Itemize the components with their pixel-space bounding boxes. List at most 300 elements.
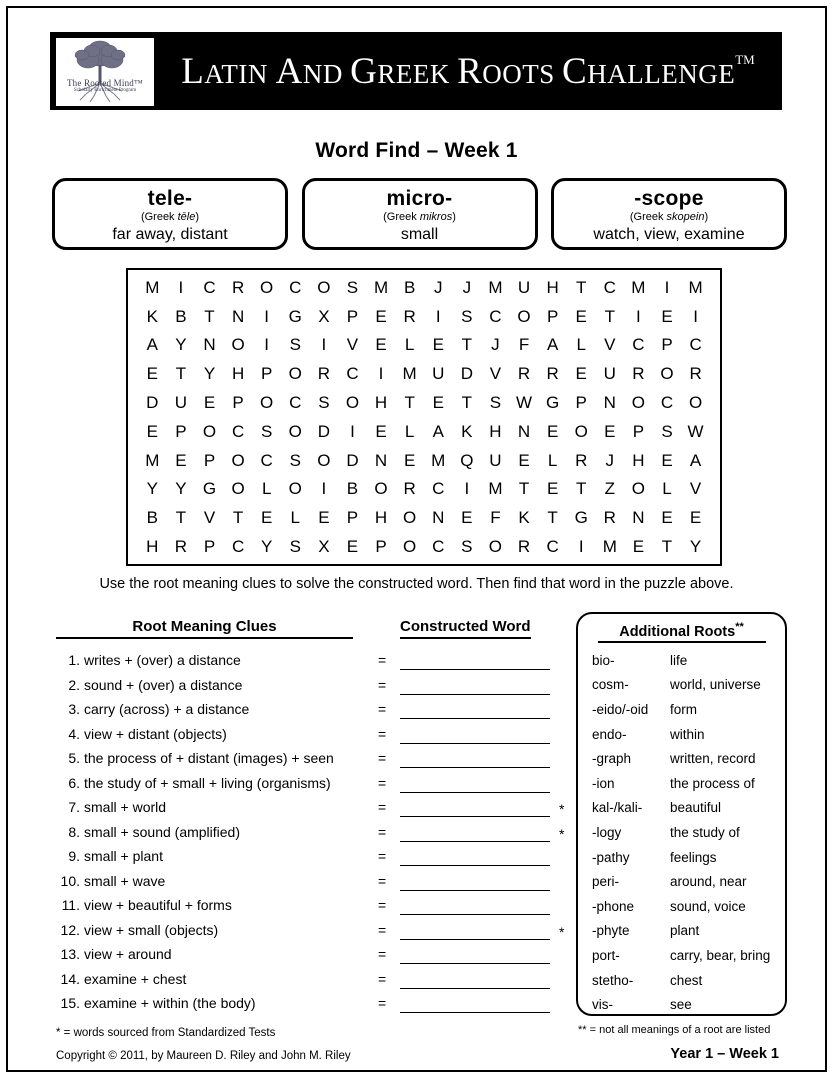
grid-letter[interactable]: I xyxy=(578,537,584,557)
grid-letter[interactable]: C xyxy=(231,421,245,441)
grid-letter[interactable]: T xyxy=(604,306,615,326)
grid-letter[interactable]: A xyxy=(146,335,158,355)
grid-letter[interactable]: U xyxy=(489,450,502,470)
additional-root-key: port- xyxy=(592,947,620,963)
grid-letter[interactable]: G xyxy=(202,479,217,499)
grid-letter[interactable]: E xyxy=(175,450,187,470)
grid-letter[interactable]: E xyxy=(432,393,444,413)
year-week-label: Year 1 – Week 1 xyxy=(670,1046,779,1062)
grid-letter[interactable]: S xyxy=(346,277,359,297)
title-segment: ND xyxy=(302,58,351,89)
grid-letter[interactable]: R xyxy=(403,479,416,499)
grid-letter[interactable]: Q xyxy=(460,450,474,470)
answer-blank[interactable] xyxy=(400,865,550,866)
grid-letter[interactable]: R xyxy=(403,306,416,326)
grid-letter[interactable]: I xyxy=(636,306,641,326)
grid-letter[interactable]: I xyxy=(435,306,441,326)
grid-letter[interactable]: V xyxy=(489,364,502,384)
grid-letter[interactable]: O xyxy=(517,306,531,326)
grid-letter[interactable]: V xyxy=(203,508,216,528)
clue-text: examine + chest xyxy=(84,970,187,987)
grid-letter[interactable]: C xyxy=(432,479,445,499)
clue-text: small + wave xyxy=(84,872,166,889)
grid-letter[interactable]: M xyxy=(402,364,417,384)
grid-letter[interactable]: P xyxy=(175,421,187,441)
grid-letter[interactable]: T xyxy=(204,306,215,326)
clue-text: examine + within (the body) xyxy=(84,995,256,1011)
logo-tagline: Scholarly Enrichment Program xyxy=(73,88,137,93)
clue-row xyxy=(56,995,568,1020)
grid-letter[interactable]: H xyxy=(231,364,245,384)
grid-letter[interactable]: H xyxy=(489,421,502,441)
grid-letter[interactable]: T xyxy=(547,508,558,528)
grid-letter[interactable]: I xyxy=(264,335,270,355)
additional-root-key: -eido/-oid xyxy=(592,702,649,718)
double-asterisk-marker: ** xyxy=(735,621,744,633)
logo-name: The Rooted Mind™ xyxy=(66,78,143,88)
grid-letter[interactable]: F xyxy=(490,508,501,528)
answer-blank[interactable] xyxy=(400,718,550,719)
clue-text: view + distant (objects) xyxy=(84,725,227,742)
grid-letter[interactable]: L xyxy=(404,421,415,441)
grid-letter[interactable]: I xyxy=(321,335,327,355)
grid-letter[interactable]: N xyxy=(603,393,616,413)
grid-letter[interactable]: O xyxy=(374,479,388,499)
grid-letter[interactable]: I xyxy=(264,306,270,326)
clue-number: 3. xyxy=(68,701,80,717)
grid-letter[interactable]: K xyxy=(518,508,530,528)
grid-letter[interactable]: O xyxy=(488,537,503,557)
grid-letter[interactable]: P xyxy=(546,306,559,326)
grid-letter[interactable]: M xyxy=(631,277,646,297)
additional-root-key: endo- xyxy=(592,726,627,742)
clue-row xyxy=(56,873,568,898)
additional-root-key: -phone xyxy=(592,898,635,914)
grid-letter[interactable]: A xyxy=(546,335,559,355)
grid-letter[interactable]: R xyxy=(517,537,531,557)
additional-root-row xyxy=(592,702,771,727)
origin-word: tēle xyxy=(177,211,196,224)
grid-letter[interactable]: V xyxy=(689,479,702,499)
clue-row xyxy=(56,799,568,824)
grid-letter[interactable]: S xyxy=(489,393,502,413)
clue-number: 14. xyxy=(60,970,80,987)
grid-letter[interactable]: P xyxy=(346,508,359,528)
grid-letter[interactable]: O xyxy=(631,479,645,499)
grid-letter[interactable]: G xyxy=(545,393,560,413)
root-box-origin xyxy=(554,210,784,225)
grid-letter[interactable]: W xyxy=(687,421,704,441)
additional-root-row xyxy=(592,825,771,850)
grid-letter[interactable]: E xyxy=(375,335,387,355)
origin-suffix: ) xyxy=(195,211,200,224)
additional-root-meaning: world, universe xyxy=(670,677,761,693)
additional-root-row xyxy=(592,800,771,825)
grid-letter[interactable]: A xyxy=(432,421,444,441)
grid-letter[interactable]: M xyxy=(145,277,160,297)
answer-blank[interactable] xyxy=(400,988,550,989)
grid-letter[interactable]: E xyxy=(546,479,559,499)
grid-letter[interactable]: T xyxy=(404,393,415,413)
grid-letter[interactable]: C xyxy=(489,306,502,326)
grid-letter[interactable]: H xyxy=(146,537,159,557)
root-box-meaning: small xyxy=(400,225,439,243)
additional-roots-title xyxy=(598,621,766,643)
grid-letter[interactable]: L xyxy=(576,335,586,355)
grid-letter[interactable]: C xyxy=(689,335,702,355)
grid-letter[interactable]: Y xyxy=(175,479,187,499)
answer-blank[interactable] xyxy=(400,669,550,670)
grid-letter[interactable]: T xyxy=(661,537,673,557)
grid-letter[interactable]: R xyxy=(546,364,559,384)
additional-root-meaning: chest xyxy=(670,972,703,988)
additional-root-meaning: form xyxy=(670,702,697,718)
grid-letter[interactable]: C xyxy=(203,277,216,297)
grid-letter[interactable]: E xyxy=(661,508,673,528)
heading-root-meaning-clues: Root Meaning Clues xyxy=(56,618,353,639)
grid-letter[interactable]: O xyxy=(288,364,302,384)
clue-number: 4. xyxy=(68,725,80,742)
root-box-3 xyxy=(551,178,787,250)
grid-letter[interactable]: O xyxy=(260,277,274,297)
origin-prefix: (Greek xyxy=(140,211,178,224)
grid-letter[interactable]: I xyxy=(378,364,384,384)
grid-letter[interactable]: I xyxy=(693,306,698,326)
additional-root-key: -graph xyxy=(592,751,632,767)
grid-letter[interactable]: C xyxy=(603,277,616,297)
grid-letter[interactable]: C xyxy=(546,537,559,557)
grid-letter[interactable]: J xyxy=(462,277,472,297)
grid-letter[interactable]: C xyxy=(289,277,302,297)
grid-letter[interactable]: P xyxy=(661,335,673,355)
grid-letter[interactable]: P xyxy=(632,421,645,441)
grid-letter[interactable]: H xyxy=(374,508,388,528)
answer-blank[interactable] xyxy=(400,890,550,891)
clue-row xyxy=(56,971,568,996)
root-box-root: micro- xyxy=(386,187,453,210)
grid-letter[interactable]: C xyxy=(231,537,245,557)
root-box-origin xyxy=(305,210,535,225)
grid-letter[interactable]: R xyxy=(689,364,702,384)
grid-letter[interactable]: R xyxy=(517,364,531,384)
grid-letter[interactable]: I xyxy=(664,277,670,297)
grid-letter[interactable]: K xyxy=(461,421,473,441)
grid-letter[interactable]: N xyxy=(231,306,245,326)
grid-letter[interactable]: Y xyxy=(203,364,216,384)
grid-letter[interactable]: B xyxy=(403,277,416,297)
grid-letter[interactable]: R xyxy=(231,277,245,297)
additional-roots-title-text: Additional Roots xyxy=(619,623,736,640)
grid-letter[interactable]: D xyxy=(460,364,473,384)
equals-sign: = xyxy=(378,701,387,717)
additional-root-row xyxy=(592,874,771,899)
grid-letter[interactable]: B xyxy=(175,306,187,326)
additional-root-row xyxy=(592,727,771,752)
grid-letter[interactable]: N xyxy=(432,508,445,528)
grid-letter[interactable]: P xyxy=(203,537,216,557)
grid-letter[interactable]: J xyxy=(491,335,500,355)
grid-letter[interactable]: T xyxy=(518,479,530,499)
clue-row xyxy=(56,701,568,726)
grid-letter[interactable]: O xyxy=(317,450,331,470)
clue-text: view + beautiful + forms xyxy=(84,897,232,913)
grid-row xyxy=(138,394,710,411)
grid-letter[interactable]: X xyxy=(318,306,330,326)
grid-letter[interactable]: S xyxy=(289,335,301,355)
title-segment: HALLENGE xyxy=(587,58,736,89)
grid-letter[interactable]: J xyxy=(605,450,615,470)
answer-blank[interactable] xyxy=(400,914,550,915)
grid-letter[interactable]: E xyxy=(575,306,587,326)
grid-letter[interactable]: S xyxy=(461,537,473,557)
grid-letter[interactable]: P xyxy=(203,450,216,470)
answer-blank[interactable] xyxy=(400,963,550,964)
grid-letter[interactable]: O xyxy=(403,537,417,557)
grid-letter[interactable]: Z xyxy=(604,479,615,499)
page-title-text xyxy=(181,50,735,93)
grid-letter[interactable]: P xyxy=(232,393,244,413)
origin-suffix: ) xyxy=(452,211,456,224)
grid-letter[interactable]: O xyxy=(574,421,588,441)
clue-number: 7. xyxy=(68,799,80,815)
grid-letter[interactable]: L xyxy=(404,335,415,355)
grid-letter[interactable]: E xyxy=(661,450,673,470)
grid-letter[interactable]: S xyxy=(661,421,673,441)
grid-letter[interactable]: L xyxy=(662,479,672,499)
grid-letter[interactable]: F xyxy=(518,335,530,355)
grid-letter[interactable]: C xyxy=(660,393,674,413)
grid-letter[interactable]: O xyxy=(631,393,645,413)
grid-letter[interactable]: S xyxy=(289,450,301,470)
grid-letter[interactable]: S xyxy=(261,421,273,441)
grid-letter[interactable]: M xyxy=(373,277,389,297)
grid-letter[interactable]: O xyxy=(288,421,302,441)
grid-letter[interactable]: E xyxy=(375,306,387,326)
grid-letter[interactable]: E xyxy=(146,364,158,384)
grid-letter[interactable]: E xyxy=(632,537,645,557)
clue-row xyxy=(56,848,568,873)
grid-letter[interactable]: C xyxy=(289,393,302,413)
grid-letter[interactable]: M xyxy=(488,277,503,297)
grid-letter[interactable]: M xyxy=(145,450,160,470)
answer-blank[interactable] xyxy=(400,1012,550,1013)
grid-letter[interactable]: M xyxy=(602,537,617,557)
grid-letter[interactable]: X xyxy=(318,537,330,557)
grid-letter[interactable]: I xyxy=(350,421,355,441)
grid-letter[interactable]: Y xyxy=(146,479,158,499)
grid-letter[interactable]: E xyxy=(432,335,444,355)
clue-row xyxy=(56,946,568,971)
grid-letter[interactable]: L xyxy=(290,508,300,528)
grid-letter[interactable]: D xyxy=(317,421,330,441)
grid-letter[interactable]: O xyxy=(231,450,245,470)
grid-letter[interactable]: T xyxy=(576,277,587,297)
additional-root-row xyxy=(592,850,771,875)
grid-letter[interactable]: L xyxy=(261,479,272,499)
grid-letter[interactable]: Y xyxy=(261,537,273,557)
grid-letter[interactable]: O xyxy=(403,508,417,528)
grid-letter[interactable]: R xyxy=(632,364,645,384)
grid-letter[interactable]: R xyxy=(317,364,330,384)
grid-letter[interactable]: U xyxy=(432,364,445,384)
grid-letter[interactable]: N xyxy=(374,450,388,470)
grid-letter[interactable]: W xyxy=(515,393,533,413)
clue-asterisk: * xyxy=(559,923,565,940)
grid-letter[interactable]: E xyxy=(461,508,473,528)
grid-letter[interactable]: Y xyxy=(689,537,702,557)
additional-roots-panel xyxy=(576,612,787,1016)
grid-letter[interactable]: T xyxy=(175,364,187,384)
grid-letter[interactable]: T xyxy=(175,508,187,528)
answer-blank[interactable] xyxy=(400,743,550,744)
grid-letter[interactable]: L xyxy=(547,450,558,470)
grid-letter[interactable]: O xyxy=(288,479,302,499)
grid-letter[interactable]: I xyxy=(464,479,470,499)
grid-letter[interactable]: R xyxy=(575,450,588,470)
grid-letter[interactable]: B xyxy=(346,479,359,499)
grid-letter[interactable]: G xyxy=(288,306,302,326)
clue-text: carry (across) + a distance xyxy=(84,701,250,717)
grid-letter[interactable]: R xyxy=(174,537,188,557)
grid-letter[interactable]: A xyxy=(689,450,702,470)
grid-letter[interactable]: C xyxy=(432,537,445,557)
grid-letter[interactable]: H xyxy=(374,393,388,413)
grid-letter[interactable]: E xyxy=(661,306,673,326)
grid-letter[interactable]: R xyxy=(603,508,616,528)
grid-letter[interactable]: O xyxy=(202,421,217,441)
title-segment: R xyxy=(457,50,483,92)
answer-blank[interactable] xyxy=(400,816,550,817)
grid-letter[interactable]: O xyxy=(231,479,245,499)
grid-letter[interactable]: E xyxy=(689,508,702,528)
heading-constructed-word: Constructed Word xyxy=(400,618,531,639)
origin-word: mikros xyxy=(419,211,453,224)
grid-letter[interactable]: O xyxy=(260,393,274,413)
grid-letter[interactable]: O xyxy=(317,277,331,297)
grid-letter[interactable]: I xyxy=(178,277,184,297)
grid-letter[interactable]: H xyxy=(632,450,645,470)
grid-row xyxy=(138,538,710,555)
grid-letter[interactable]: S xyxy=(461,306,473,326)
grid-letter[interactable]: E xyxy=(346,537,359,557)
grid-letter[interactable]: V xyxy=(346,335,359,355)
page-title xyxy=(161,33,775,109)
grid-letter[interactable]: M xyxy=(431,450,446,470)
grid-letter[interactable]: O xyxy=(345,393,360,413)
grid-letter[interactable]: K xyxy=(146,306,158,326)
grid-letter[interactable]: O xyxy=(688,393,703,413)
additional-root-meaning: beautiful xyxy=(670,800,722,816)
root-box-origin xyxy=(55,210,285,225)
answer-blank[interactable] xyxy=(400,694,550,695)
grid-letter[interactable]: M xyxy=(488,479,503,499)
answer-blank[interactable] xyxy=(400,792,550,793)
grid-letter[interactable]: N xyxy=(517,421,531,441)
grid-letter[interactable]: E xyxy=(575,364,587,384)
grid-letter[interactable]: E xyxy=(518,450,530,470)
additional-root-key: kal-/kali- xyxy=(592,800,643,816)
equals-sign: = xyxy=(378,750,387,766)
grid-letter[interactable]: E xyxy=(203,393,216,413)
answer-blank[interactable] xyxy=(400,939,550,940)
grid-row xyxy=(138,365,710,382)
equals-sign: = xyxy=(378,946,387,962)
grid-letter[interactable]: E xyxy=(318,508,330,528)
clue-number: 11. xyxy=(61,897,80,913)
grid-letter[interactable]: P xyxy=(575,393,587,413)
grid-letter[interactable]: T xyxy=(461,335,473,355)
clue-text: view + small (objects) xyxy=(84,921,219,938)
title-segment: L xyxy=(181,50,205,92)
grid-letter[interactable]: E xyxy=(146,421,158,441)
grid-letter[interactable]: Y xyxy=(175,335,187,355)
equals-sign: = xyxy=(378,921,387,938)
grid-letter[interactable]: E xyxy=(604,421,616,441)
word-search-grid[interactable] xyxy=(126,268,722,566)
additional-root-meaning: feelings xyxy=(670,849,717,865)
grid-letter[interactable]: E xyxy=(261,508,273,528)
grid-letter[interactable]: G xyxy=(574,508,588,528)
grid-letter[interactable]: U xyxy=(517,277,531,297)
additional-root-row xyxy=(592,973,771,998)
grid-letter[interactable]: H xyxy=(546,277,559,297)
grid-letter[interactable]: O xyxy=(231,335,245,355)
grid-letter[interactable]: D xyxy=(146,393,159,413)
grid-row xyxy=(138,308,710,325)
equals-sign: = xyxy=(378,872,387,889)
grid-letter[interactable]: V xyxy=(604,335,616,355)
grid-letter[interactable]: J xyxy=(433,277,443,297)
grid-letter[interactable]: C xyxy=(260,450,273,470)
clue-row xyxy=(56,824,568,849)
equals-sign: = xyxy=(378,799,387,815)
grid-letter[interactable]: C xyxy=(632,335,645,355)
grid-letter[interactable]: S xyxy=(318,393,330,413)
grid-letter[interactable]: E xyxy=(546,421,559,441)
grid-letter[interactable]: E xyxy=(403,450,416,470)
grid-letter[interactable]: B xyxy=(146,508,158,528)
answer-blank[interactable] xyxy=(400,841,550,842)
grid-letter[interactable]: U xyxy=(174,393,188,413)
grid-letter[interactable]: T xyxy=(232,508,244,528)
grid-letter[interactable]: P xyxy=(261,364,273,384)
grid-letter[interactable]: M xyxy=(688,277,703,297)
grid-letter[interactable]: N xyxy=(632,508,645,528)
grid-letter[interactable]: O xyxy=(660,364,674,384)
grid-letter[interactable]: T xyxy=(461,393,473,413)
root-box-root: -scope xyxy=(634,187,704,210)
grid-letter[interactable]: D xyxy=(346,450,359,470)
grid-letter[interactable]: P xyxy=(375,537,387,557)
additional-root-row xyxy=(592,776,771,801)
clue-number: 6. xyxy=(68,774,80,791)
root-box-meaning: far away, distant xyxy=(112,225,228,243)
origin-suffix: ) xyxy=(704,211,709,224)
grid-letter[interactable]: N xyxy=(203,335,216,355)
grid-letter[interactable]: S xyxy=(289,537,301,557)
clue-asterisk: * xyxy=(559,825,565,842)
grid-letter[interactable]: I xyxy=(321,479,327,499)
root-box-2 xyxy=(302,178,538,250)
answer-blank[interactable] xyxy=(400,767,550,768)
grid-row xyxy=(138,452,710,469)
grid-letter[interactable]: C xyxy=(346,364,359,384)
grid-letter[interactable]: U xyxy=(603,364,616,384)
grid-letter[interactable]: E xyxy=(375,421,387,441)
grid-letter[interactable]: T xyxy=(576,479,587,499)
grid-letter[interactable]: P xyxy=(346,306,359,326)
clue-text: view + around xyxy=(84,946,172,962)
